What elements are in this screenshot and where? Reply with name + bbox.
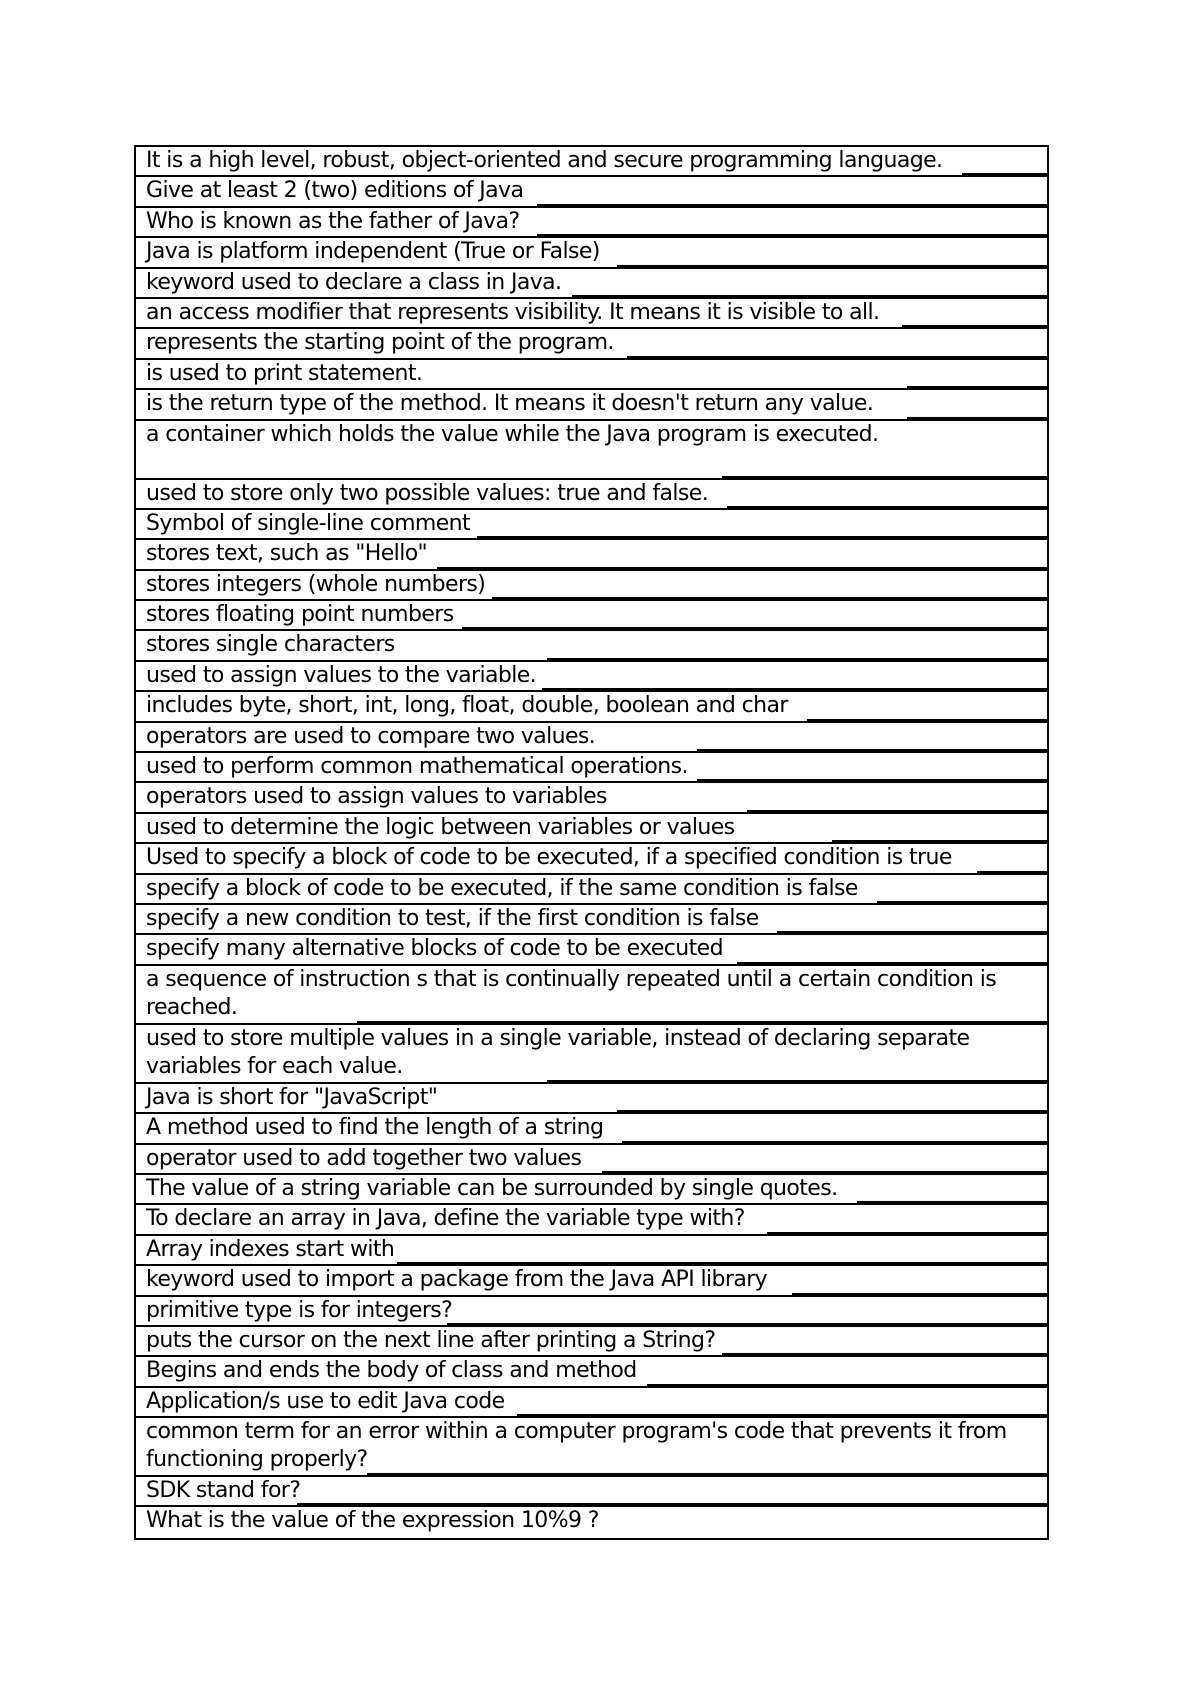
answer-blank[interactable] [962, 173, 1047, 175]
question-text: Who is known as the father of Java? [146, 208, 520, 234]
answer-blank[interactable] [572, 295, 1047, 297]
question-text: stores text, such as "Hello" [146, 541, 428, 567]
question-row [136, 1266, 1047, 1296]
question-row [136, 875, 1047, 905]
question-text: It is a high level, robust, object-oriented and secure programming language. [146, 148, 943, 173]
answer-blank[interactable] [622, 1141, 1047, 1143]
answer-blank[interactable] [767, 1232, 1047, 1234]
question-text: used to determine the logic between variables or values [146, 814, 735, 840]
answer-blank[interactable] [602, 1171, 1047, 1173]
answer-blank[interactable] [697, 779, 1047, 781]
answer-blank[interactable] [807, 719, 1047, 721]
answer-blank[interactable] [537, 234, 1047, 236]
question-text: includes byte, short, int, long, float, double, boolean and char [146, 693, 788, 719]
question-text: stores integers (whole numbers) [146, 571, 486, 597]
answer-blank[interactable] [462, 627, 1047, 629]
question-text: Symbol of single-line comment [146, 510, 471, 536]
question-text: To declare an array in Java, define the variable type with? [146, 1206, 745, 1232]
question-row [136, 692, 1047, 722]
questionnaire-table [134, 145, 1049, 1540]
answer-blank[interactable] [617, 265, 1047, 267]
question-text: stores single characters [146, 632, 395, 658]
answer-blank[interactable] [977, 871, 1047, 873]
question-row [136, 1327, 1047, 1357]
answer-blank[interactable] [727, 506, 1047, 508]
question-row [136, 753, 1047, 783]
question-row [136, 1357, 1047, 1387]
question-row [136, 783, 1047, 813]
answer-blank[interactable] [537, 204, 1047, 206]
question-row [136, 1205, 1047, 1235]
question-text: specify a new condition to test, if the first condition is false [146, 905, 759, 931]
answer-blank[interactable] [627, 356, 1047, 358]
question-text: Used to specify a block of code to be executed, if a specified condition is true [146, 845, 952, 871]
question-text: stores floating point numbers [146, 602, 454, 628]
question-row [136, 421, 1047, 480]
question-row [136, 966, 1047, 1025]
answer-blank[interactable] [547, 1080, 1047, 1082]
answer-blank[interactable] [617, 1110, 1047, 1112]
question-text: A method used to find the length of a string [146, 1115, 604, 1141]
question-text: Give at least 2 (two) editions of Java [146, 178, 524, 204]
answer-blank[interactable] [367, 1473, 1047, 1475]
answer-blank[interactable] [397, 1262, 1047, 1264]
question-text: operators are used to compare two values. [146, 723, 596, 749]
answer-blank[interactable] [777, 931, 1047, 933]
answer-blank[interactable] [907, 417, 1047, 419]
question-row [136, 1025, 1047, 1084]
answer-blank[interactable] [877, 901, 1047, 903]
question-text: Java is platform independent (True or False) [146, 239, 600, 265]
question-row [136, 1084, 1047, 1114]
question-text: used to store only two possible values: true and false. [146, 480, 709, 506]
answer-blank[interactable] [737, 962, 1047, 964]
question-row [136, 269, 1047, 299]
answer-blank[interactable] [832, 840, 1047, 842]
answer-blank[interactable] [437, 567, 1047, 569]
question-row [136, 1145, 1047, 1175]
question-row [136, 1477, 1047, 1507]
answer-blank[interactable] [747, 810, 1047, 812]
question-text: SDK stand for? [146, 1478, 301, 1504]
answer-blank[interactable] [357, 1021, 1047, 1023]
question-row [136, 662, 1047, 692]
answer-blank[interactable] [517, 1414, 1047, 1416]
question-row [136, 601, 1047, 631]
question-row [136, 844, 1047, 874]
question-text: used to store multiple values in a single variable, instead of declaring separate variables for each value. [146, 1025, 970, 1079]
answer-blank[interactable] [722, 1353, 1047, 1355]
question-text: Java is short for "JavaScript" [146, 1084, 438, 1110]
question-text: is used to print statement. [146, 360, 423, 386]
question-row [136, 1507, 1047, 1537]
question-text: Application/s use to edit Java code [146, 1388, 505, 1414]
question-row [136, 571, 1047, 601]
question-text: puts the cursor on the next line after printing a String? [146, 1327, 716, 1353]
question-row [136, 480, 1047, 510]
question-text: a sequence of instruction s that is continually repeated until a certain condition is reached. [146, 966, 997, 1020]
question-row [136, 631, 1047, 661]
question-text: primitive type is for integers? [146, 1297, 453, 1323]
question-row [136, 390, 1047, 420]
question-text: a container which holds the value while the Java program is executed. [146, 421, 879, 447]
question-row [136, 1236, 1047, 1266]
question-row [136, 329, 1047, 359]
question-row [136, 723, 1047, 753]
answer-blank[interactable] [647, 1384, 1047, 1386]
question-text: specify a block of code to be executed, if the same condition is false [146, 875, 858, 901]
question-text: Array indexes start with [146, 1236, 395, 1262]
question-text: specify many alternative blocks of code to be executed [146, 936, 723, 962]
answer-blank[interactable] [297, 1503, 1047, 1505]
question-text: What is the value of the expression 10%9 ? [146, 1508, 599, 1534]
question-text: common term for an error within a computer program's code that prevents it from functioning properly? [146, 1419, 1007, 1473]
question-text: used to perform common mathematical operations. [146, 754, 688, 780]
question-text: represents the starting point of the program. [146, 330, 614, 356]
answer-blank[interactable] [722, 476, 1047, 478]
question-text: The value of a string variable can be surrounded by single quotes. [146, 1175, 838, 1201]
answer-blank[interactable] [492, 597, 1047, 599]
question-row [136, 1388, 1047, 1418]
answer-blank[interactable] [792, 1293, 1047, 1295]
question-text: operators used to assign values to variables [146, 784, 607, 810]
question-text: keyword used to declare a class in Java. [146, 269, 562, 295]
question-text: is the return type of the method. It means it doesn't return any value. [146, 391, 874, 417]
question-text: used to assign values to the variable. [146, 662, 537, 688]
question-row [136, 208, 1047, 238]
question-row [136, 177, 1047, 207]
question-row [136, 147, 1047, 177]
question-row [136, 935, 1047, 965]
answer-blank[interactable] [477, 536, 1047, 538]
question-text: operator used to add together two values [146, 1145, 582, 1171]
answer-blank[interactable] [542, 688, 1047, 690]
question-row [136, 905, 1047, 935]
question-row [136, 1418, 1047, 1477]
question-row [136, 1114, 1047, 1144]
question-row [136, 1297, 1047, 1327]
answer-blank[interactable] [547, 658, 1047, 660]
answer-blank[interactable] [697, 749, 1047, 751]
question-text: keyword used to import a package from the Java API library [146, 1267, 768, 1293]
question-row [136, 299, 1047, 329]
answer-blank[interactable] [907, 386, 1047, 388]
answer-blank[interactable] [902, 325, 1047, 327]
answer-blank[interactable] [447, 1323, 1047, 1325]
question-row [136, 360, 1047, 390]
question-row [136, 1175, 1047, 1205]
answer-blank[interactable] [857, 1201, 1047, 1203]
question-row [136, 540, 1047, 570]
question-text: an access modifier that represents visibility. It means it is visible to all. [146, 299, 880, 325]
question-row [136, 510, 1047, 540]
question-text: Begins and ends the body of class and method [146, 1358, 637, 1384]
question-row [136, 238, 1047, 268]
question-row [136, 814, 1047, 844]
